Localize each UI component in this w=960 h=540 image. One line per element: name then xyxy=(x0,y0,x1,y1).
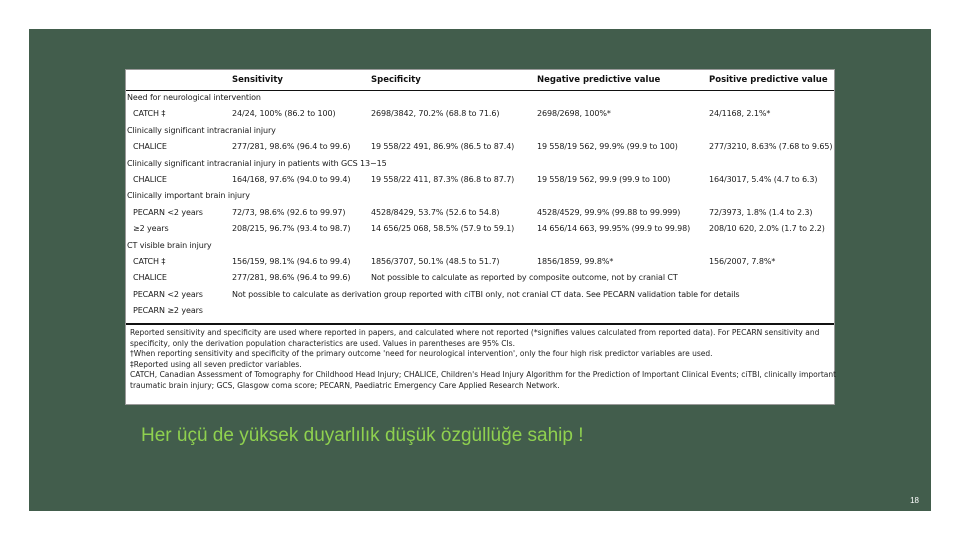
cell-name: PECARN ≥2 years xyxy=(133,306,203,316)
cell-ppv: 156/2007, 7.8%* xyxy=(709,257,776,266)
table-divider xyxy=(126,323,834,325)
table-section-row xyxy=(126,91,834,107)
table-row xyxy=(126,173,834,189)
cell-name: CHALICE xyxy=(133,142,167,152)
header-npv: Negative predictive value xyxy=(537,75,661,85)
cell-npv: 2698/2698, 100%* xyxy=(537,109,611,119)
table-section-row xyxy=(126,239,834,255)
footnote-line: CATCH, Canadian Assessment of Tomography for Childhood Head Injury; CHALICE, Children's Head Injury Algorithm for the Prediction of Important Clinical Events; ciTBI, clinically important xyxy=(130,370,837,379)
cell-npv: 14 656/14 663, 99.95% (99.9 to 99.98) xyxy=(537,224,691,234)
footnote-line: ‡Reported using all seven predictor variables. xyxy=(130,359,302,369)
table-row xyxy=(126,255,834,271)
cell-spec: 19 558/22 491, 86.9% (86.5 to 87.4) xyxy=(371,142,515,152)
cell-spec: 14 656/25 068, 58.5% (57.9 to 59.1) xyxy=(371,224,515,234)
cell-spec: 4528/8429, 53.7% (52.6 to 54.8) xyxy=(371,207,500,217)
section-label: Clinically significant intracranial injury xyxy=(127,125,276,135)
cell-name: CHALICE xyxy=(133,273,167,283)
cell-spec: Not possible to calculate as reported by composite outcome, not by cranial CT xyxy=(371,273,678,283)
section-label: Clinically significant intracranial injury in patients with GCS 13−15 xyxy=(127,158,387,168)
data-table-image xyxy=(125,69,835,405)
cell-name: PECARN <2 years xyxy=(133,289,203,299)
header-sensitivity: Sensitivity xyxy=(232,75,283,85)
cell-sens: 277/281, 98.6% (96.4 to 99.6) xyxy=(232,273,351,283)
table-body xyxy=(126,91,834,321)
table-section-row xyxy=(126,157,834,173)
footnote-line: traumatic brain injury; GCS, Glasgow coma score; PECARN, Paediatric Emergency Care Applied Research Network. xyxy=(130,380,560,390)
cell-ppv: 277/3210, 8.63% (7.68 to 9.65) xyxy=(709,142,833,152)
footnote-line: Reported sensitivity and specificity are used where reported in papers, and calculated where not reported (*signifies values calculated from reported data). For PECARN sensitivity and xyxy=(130,328,820,337)
cell-npv: 19 558/19 562, 99.9% (99.9 to 100) xyxy=(537,142,678,152)
section-label: Need for neurological intervention xyxy=(127,93,261,102)
cell-npv: 19 558/19 562, 99.9 (99.9 to 100) xyxy=(537,175,671,184)
cell-name: PECARN <2 years xyxy=(133,207,203,217)
cell-sens: 164/168, 97.6% (94.0 to 99.4) xyxy=(232,175,351,184)
table-footnotes xyxy=(130,328,837,391)
cell-ppv: 164/3017, 5.4% (4.7 to 6.3) xyxy=(709,175,818,184)
cell-ppv: 24/1168, 2.1%* xyxy=(709,109,771,119)
section-label: CT visible brain injury xyxy=(127,240,212,250)
cell-ppv: 208/10 620, 2.0% (1.7 to 2.2) xyxy=(709,224,825,234)
table-row xyxy=(126,107,834,123)
slide xyxy=(29,29,931,511)
cell-sens: 208/215, 96.7% (93.4 to 98.7) xyxy=(232,224,351,234)
cell-name: CATCH ‡ xyxy=(133,109,166,119)
cell-spec: 2698/3842, 70.2% (68.8 to 71.6) xyxy=(371,109,500,119)
cell-npv: 4528/4529, 99.9% (99.88 to 99.999) xyxy=(537,207,681,217)
table-header-row xyxy=(126,70,834,91)
table-row xyxy=(126,288,834,304)
table-row xyxy=(126,271,834,287)
slide-caption: Her üçü de yüksek duyarlılık düşük özgüllüğe sahip ! xyxy=(141,425,584,446)
cell-sens: 277/281, 98.6% (96.4 to 99.6) xyxy=(232,142,351,152)
table-row xyxy=(126,140,834,156)
cell-sens: Not possible to calculate as derivation group reported with ciTBI only, not cranial CT data. See PECARN validation table for details xyxy=(232,289,740,299)
cell-name: CATCH ‡ xyxy=(133,257,166,266)
cell-npv: 1856/1859, 99.8%* xyxy=(537,257,614,266)
cell-sens: 156/159, 98.1% (94.6 to 99.4) xyxy=(232,257,351,266)
cell-sens: 72/73, 98.6% (92.6 to 99.97) xyxy=(232,207,346,217)
cell-spec: 19 558/22 411, 87.3% (86.8 to 87.7) xyxy=(371,175,515,184)
cell-name: CHALICE xyxy=(133,175,167,184)
page-number: 18 xyxy=(910,496,919,505)
table-section-row xyxy=(126,124,834,140)
table-row xyxy=(126,222,834,238)
table-row xyxy=(126,304,834,320)
header-ppv: Positive predictive value xyxy=(709,75,828,85)
table-section-row xyxy=(126,189,834,205)
cell-sens: 24/24, 100% (86.2 to 100) xyxy=(232,109,336,119)
footnote-line: specificity, only the derivation population characteristics are used. Values in parentheses are 95% CIs. xyxy=(130,338,515,348)
header-specificity: Specificity xyxy=(371,75,421,85)
table-row xyxy=(126,206,834,222)
cell-name: ≥2 years xyxy=(133,224,169,234)
cell-spec: 1856/3707, 50.1% (48.5 to 51.7) xyxy=(371,257,500,266)
cell-ppv: 72/3973, 1.8% (1.4 to 2.3) xyxy=(709,207,813,217)
section-label: Clinically important brain injury xyxy=(127,191,250,201)
footnote-line: †When reporting sensitivity and specificity of the primary outcome 'need for neurological intervention', only the four high risk predictor variables are used. xyxy=(130,349,713,358)
